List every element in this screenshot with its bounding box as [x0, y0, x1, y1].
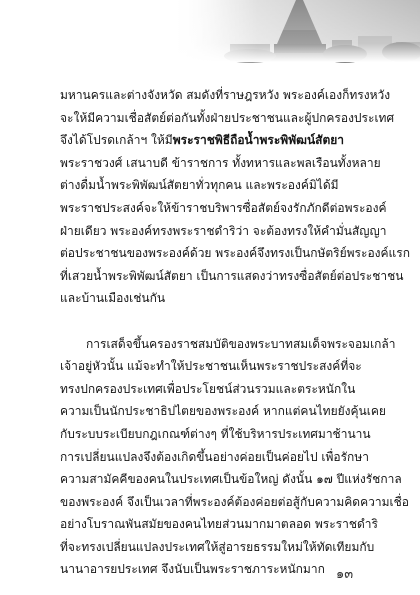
text-line: ความสามัคคีของคนในประเทศเป็นข้อใหญ่ ดังนั้น ๑๗ ปีแห่งรัชกาล: [60, 472, 402, 487]
text-line: ฝ่ายเดียว พระองค์ทรงพระราชดำริว่า จะต้องทรงให้คำมั่นสัญญา: [60, 223, 387, 238]
text-line: ทรงปกครองประเทศเพื่อประโยชน์ส่วนรวมและตระหนักใน: [60, 381, 356, 396]
text-line: การเปลี่ยนแปลงจึงต้องเกิดขึ้นอย่างค่อยเป็นค่อยไป เพื่อรักษา: [60, 449, 369, 464]
bold-phrase: พระราชพิธีถือน้ำพระพิพัฒน์สัตยา: [172, 133, 345, 148]
text-line: การเสด็จขึ้นครองราชสมบัติของพระบาทสมเด็จพระจอมเกล้า: [86, 336, 396, 351]
paragraph-spacer: [60, 310, 360, 333]
text-line: พระราชวงศ์ เสนาบดี ข้าราชการ ทั้งทหารและพลเรือนทั้งหลาย: [60, 155, 381, 170]
text-segment: จึงได้โปรดเกล้าฯ ให้มี: [60, 133, 173, 148]
text-line: กับระบบระเบียบกฎเกณฑ์ต่างๆ ที่ใช้บริหารประเทศมาช้านาน: [60, 426, 371, 441]
text-line: อย่างโบราณพันสมัยของคนไทยส่วนมากมาตลอด พระราชดำริ: [60, 517, 378, 532]
text-line: ความเป็นนักประชาธิปไตยของพระองค์ หากแต่คนไทยยังคุ้นเคย: [60, 404, 386, 419]
text-line: จะให้มีความเชื่อสัตย์ต่อกันทั้งฝ่ายประชาชนและผู้ปกครองประเทศ: [60, 110, 395, 125]
text-line: [60, 129, 360, 152]
text-line: มหานครและต่างจังหวัด สมดังที่ราษฎรหวัง พระองค์เองก็ทรงหวัง: [60, 88, 391, 102]
text-line: ต่างดื่มน้ำพระพิพัฒน์สัตยาทั่วทุกคน และพระองค์มิได้มี: [60, 178, 339, 193]
text-line: พระราชประสงค์จะให้ข้าราชบริพารซื่อสัตย์จงรักภักดีต่อพระองค์: [60, 200, 387, 215]
text-line: นานาอารยประเทศ จึงนับเป็นพระราชภาระหนักมาก: [60, 562, 325, 577]
text-line: ต่อประชาชนของพระองค์ด้วย พระองค์จึงทรงเป็นกษัตริย์พระองค์แรก: [60, 246, 410, 261]
text-line: ที่จะทรงเปลี่ยนแปลงประเทศให้สู่อารยธรรมใหม่ให้ทัดเทียมกับ: [60, 539, 375, 554]
temple-chedi-photo: [170, 0, 420, 62]
page-number: ๑๓: [336, 567, 354, 582]
body-text: [60, 84, 410, 581]
text-line: และบ้านเมืองเช่นกัน: [60, 291, 166, 306]
text-line: เจ้าอยู่หัวนั้น แม้จะทำให้ประชาชนเห็นพระราชประสงค์ที่จะ: [60, 359, 362, 374]
header-photo: [170, 0, 420, 62]
text-line: ที่เสวยน้ำพระพิพัฒน์สัตยา เป็นการแสดงว่าทรงซื่อสัตย์ต่อประชาชน: [60, 268, 404, 283]
text-line: ของพระองค์ จึงเป็นเวลาที่พระองค์ต้องค่อยต่อสู้กับความคิดความเชื่อ: [60, 494, 409, 509]
